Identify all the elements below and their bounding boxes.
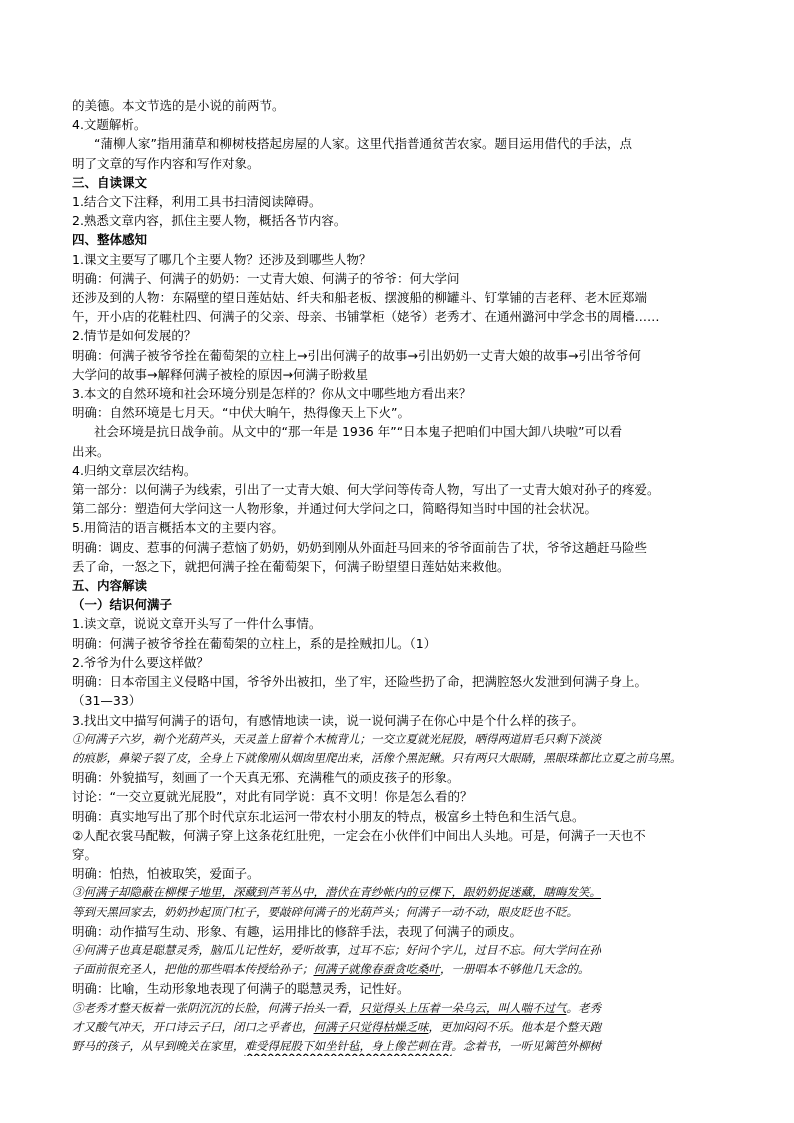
text-line: ④何满子也真是聪慧灵秀，脑瓜儿记性好，爱听故事，过耳不忘；好问个字儿，过目不忘。何大学问在孙 bbox=[72, 942, 601, 957]
text-line: 明确：怕热，怕被取笑，爱面子。 bbox=[72, 866, 260, 882]
text-line: 穿。 bbox=[72, 846, 98, 862]
text-line: 1.课文主要写了哪几个主要人物？还涉及到哪些人物？ bbox=[72, 251, 372, 267]
text-line: 明确：何满子、何满子的奶奶：一丈青大娘、何满子的爷爷：何大学问 bbox=[72, 270, 460, 286]
text-line: 野马的孩子，从早到晚关在家里，难受得屁股下如坐针毡，身上像芒刺在背。念着书，一听见篱笆外柳树 bbox=[72, 1038, 601, 1053]
document-body bbox=[72, 96, 724, 1056]
underlined-phrase: 何满子只觉得枯燥乏味 bbox=[313, 1019, 429, 1034]
text-line: 2.情节是如何发展的？ bbox=[72, 328, 197, 344]
text-line: 大学问的故事→解释何满子被栓的原因→何满子盼救星 bbox=[72, 366, 368, 382]
text-line: “蒲柳人家”指用蒲草和柳树枝搭起房屋的人家。这里代指普通贫苦农家。题目运用借代的手法，点 bbox=[94, 136, 632, 152]
text-line: 还涉及到的人物：东隔壁的望日莲姑姑、纤夫和船老板、摆渡船的柳罐斗、钉掌铺的吉老秤、老木匠郑端 bbox=[72, 290, 648, 306]
text-line: 子面前很充圣人，把他的那些唱本传授给孙子；何满子就像春蚕贪吃桑叶，一册唱本不够他几天念的。 bbox=[72, 962, 590, 977]
text-line: 明确：何满子被爷爷拴在葡萄架的立柱上→引出何满子的故事→引出奶奶一丈青大娘的故事→引出爷爷何 bbox=[72, 347, 641, 363]
text-line: （31—33） bbox=[72, 693, 142, 709]
text-line: 4.归纳文章层次结构。 bbox=[72, 462, 197, 478]
text-line: 明确：外貌描写，刻画了一个天真无邪、充满稚气的顽皮孩子的形象。 bbox=[72, 770, 460, 786]
underlined-phrase: 只觉得头上压着一朵乌云，叫人喘不过气 bbox=[359, 1000, 567, 1015]
text-line: 明确：日本帝国主义侵略中国，爷爷外出被扣，坐了牢，还险些扔了命，把满腔怒火发泄到何满子身上。 bbox=[72, 674, 648, 690]
text-line: 明确：自然环境是七月天。“中伏大晌午，热得像天上下火”。 bbox=[72, 405, 410, 421]
section-heading: 四、整体感知 bbox=[72, 232, 148, 248]
text-line: 午，开小店的花鞋杜四、何满子的父亲、母亲、书铺掌柜（姥爷）老秀才、在通州潞河中学念书的周檣…… bbox=[72, 309, 660, 325]
text-line: 明确：真实地写出了那个时代京东北运河一带农村小朋友的特点，极富乡土特色和生活气息。 bbox=[72, 808, 585, 824]
text-line: 明确：动作描写生动、形象、有趣，运用排比的修辞手法，表现了何满子的顽皮。 bbox=[72, 923, 523, 939]
text-line: ①何满子六岁，剃个光葫芦头，天灵盖上留着个木梳背儿；一交立夏就光屁股，晒得两道眉毛只剩下淡淡 bbox=[72, 731, 601, 746]
text-line: 明确：比喻，生动形象地表现了何满子的聪慧灵秀，记性好。 bbox=[72, 981, 410, 997]
text-line: 2.熟悉文章内容，抓住主要人物，概括各节内容。 bbox=[72, 213, 347, 229]
text-line: 等到天黑回家去，奶奶抄起顶门杠子，要敲碎何满子的光葫芦头；何满子一动不动，眼皮眨也不眨。 bbox=[72, 904, 578, 919]
text-line: 3.本文的自然环境和社会环境分别是怎样的？你从文中哪些地方看出来？ bbox=[72, 386, 472, 402]
text-line: 明确：何满子被爷爷拴在葡萄架的立柱上，系的是拴贼扣儿。（1） bbox=[72, 635, 437, 651]
text-line: 丢了命，一怒之下，就把何满子拴在葡萄架下，何满子盼望望日莲姑姑来救他。 bbox=[72, 558, 510, 574]
text-line: 第一部分：以何满子为线索，引出了一丈青大娘、何大学问等传奇人物，写出了一丈青大娘对孙子的疼爱。 bbox=[72, 482, 660, 498]
text-line: 第二部分：塑造何大学问这一人物形象，并通过何大学问之口，简略得知当时中国的社会状况。 bbox=[72, 501, 598, 517]
section-heading: 五、内容解读 bbox=[72, 578, 148, 594]
text-line: 社会环境是抗日战争前。从文中的“那一年是 1936 年”“日本鬼子把咱们中国大卸八块啦”可以看 bbox=[94, 424, 623, 440]
text-line: 出来。 bbox=[72, 443, 110, 459]
text-line: 明了文章的写作内容和写作对象。 bbox=[72, 155, 260, 171]
section-heading: 三、自读课文 bbox=[72, 174, 148, 190]
text-line: 2.爷爷为什么要这样做？ bbox=[72, 654, 209, 670]
text-line: 5.用简洁的语言概括本文的主要内容。 bbox=[72, 520, 284, 536]
text-line: 的痕影，鼻梁子裂了皮，全身上下就像刚从烟囱里爬出来，活像个黑泥鳅。只有两只大眼睛，黑眼珠都比立夏之前乌黑。 bbox=[72, 750, 682, 765]
text-line: 1.读文章，说说文章开头写了一件什么事情。 bbox=[72, 616, 322, 632]
text-line: 才又酸气冲天，开口诗云子曰，闭口之乎者也，何满子只觉得枯燥乏味，更加闷闷不乐。他本是个整天跑 bbox=[72, 1019, 601, 1034]
text-line: 3.找出文中描写何满子的语句，有感情地读一读，说一说何满子在你心中是个什么样的孩子。 bbox=[72, 712, 584, 728]
section-heading: （一）结识何满子 bbox=[72, 597, 173, 613]
underlined-phrase: 何满子就像春蚕贪吃桑叶 bbox=[313, 962, 440, 977]
text-line: ③何满子却隐蔽在柳棵子地里，深藏到芦苇丛中，潜伏在青纱帐内的豆棵下，跟奶奶捉迷藏，瞎晦发笑。 bbox=[72, 885, 601, 900]
text-line: 明确：调皮、惹事的何满子惹恼了奶奶，奶奶到刚从外面赶马回来的爷爷面前告了状，爷爷这趟赶马险些 bbox=[72, 539, 648, 555]
text-line: ⑤老秀才整天板着一张阴沉沉的长脸，何满子抬头一看，只觉得头上压着一朵乌云，叫人喘不过气。老秀 bbox=[72, 1000, 601, 1015]
underlined-phrase: 难受得屁股下如坐针毡，身上像芒刺在背 bbox=[244, 1038, 452, 1053]
text-line: 的美德。本文节选的是小说的前两节。 bbox=[72, 98, 285, 113]
text-line: 4.文题解析。 bbox=[72, 117, 147, 133]
text-line: ②人配衣裳马配鞍，何满子穿上这条花红肚兜，一定会在小伙伴们中间出人头地。可是，何满子一天也不 bbox=[72, 827, 646, 843]
text-line: 1.结合文下注释，利用工具书扫清阅读障碍。 bbox=[72, 194, 322, 210]
underlined-phrase: 何满子却隐蔽在柳棵子地里，深藏到芦苇丛中，潜伏在青纱帐内的豆棵下，跟奶奶捉迷藏，瞎晦发笑。 bbox=[83, 885, 601, 900]
text-line: 讨论：“一交立夏就光屁股”，对此有同学说：真不文明！你是怎么看的？ bbox=[72, 789, 473, 805]
